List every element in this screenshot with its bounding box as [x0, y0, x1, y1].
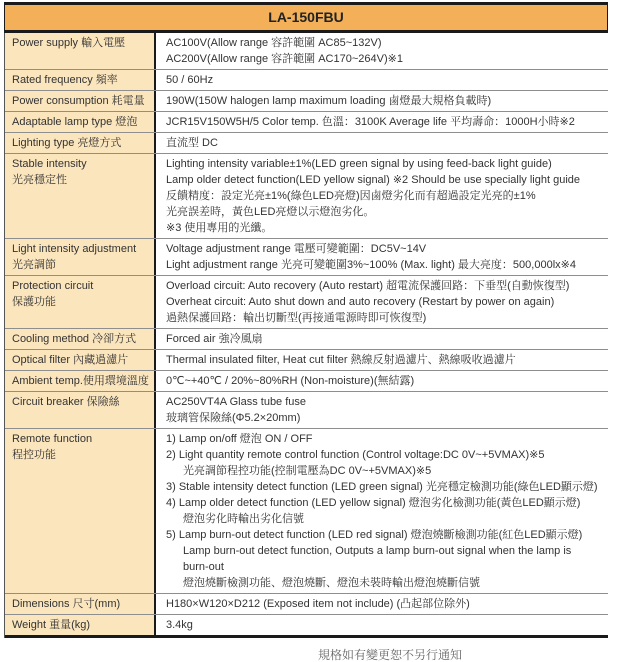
spec-value-line: Light adjustment range 光亮可變範圍3%~100% (Max. light) 最大亮度：500,000lx※4 — [166, 259, 576, 271]
spec-row-protection-circuit — [5, 276, 608, 329]
spec-value-line: 4) Lamp older detect function (LED yellow signal) 燈泡劣化檢測功能(黃色LED顯示燈) — [166, 497, 581, 509]
spec-label-line: Power supply 輸入電壓 — [12, 37, 126, 49]
spec-label-line: Power consumption 耗電量 — [12, 95, 145, 107]
spec-label-line: Rated frequency 頻率 — [12, 74, 118, 86]
spec-label — [5, 371, 156, 391]
spec-label-line: Stable intensity — [12, 158, 87, 170]
spec-value — [156, 371, 608, 391]
spec-value — [156, 112, 608, 132]
spec-value-line: Overload circuit: Auto recovery (Auto restart) 超電流保護回路：下垂型(自動恢復型) — [166, 280, 570, 292]
spec-value-line: Lamp older detect function(LED yellow signal) ※2 Should be use specially light guide — [166, 174, 581, 186]
spec-value-line: 光亮誤差時，黃色LED亮燈以示燈泡劣化。 — [166, 206, 375, 218]
spec-value-line: 2) Light quantity remote control function (Control voltage:DC 0V~+5VMAX)※5 — [166, 449, 545, 461]
spec-value-line: Thermal insulated filter, Heat cut filter 熱線反射過濾片、熱線吸收過濾片 — [166, 354, 516, 366]
spec-label-line: Weight 重量(kg) — [12, 619, 91, 631]
spec-value-line: 0℃~+40℃ / 20%~80%RH (Non-moisture)(無結露) — [166, 375, 415, 387]
spec-value-line: 燈泡燒斷檢測功能、燈泡燒斷、燈泡未裝時輸出燈泡燒斷信號 — [183, 577, 480, 589]
spec-label-line: Dimensions 尺寸(mm) — [12, 598, 121, 610]
spec-value-line: Lighting intensity variable±1%(LED green signal by using feed-back light guide) — [166, 158, 552, 170]
spec-table — [4, 2, 608, 638]
spec-value — [156, 594, 608, 614]
spec-row-ambient-temp — [5, 371, 608, 392]
spec-value-line: 190W(150W halogen lamp maximum loading 鹵燈最大規格負載時) — [166, 95, 492, 107]
spec-row-light-intensity-adjustment — [5, 239, 608, 276]
footer-note-text: 規格如有變更恕不另行通知 — [318, 648, 463, 662]
spec-table-body — [4, 33, 608, 638]
spec-value — [156, 350, 608, 370]
spec-label-line: Ambient temp.使用環境溫度 — [12, 375, 149, 387]
spec-label — [5, 350, 156, 370]
spec-value-line: 反饋精度：設定光亮±1%(綠色LED亮燈)因鹵燈劣化而有超過設定光亮的±1% — [166, 190, 536, 202]
spec-label — [5, 154, 156, 238]
spec-label-line: Light intensity adjustment — [12, 243, 137, 255]
spec-value-line: 過熱保護回路：輸出切斷型(再接通電源時即可恢復型) — [166, 312, 427, 324]
spec-row-weight — [5, 615, 608, 638]
spec-value-line: ※3 使用專用的光纖。 — [166, 222, 273, 234]
spec-value-line: 3.4kg — [166, 619, 193, 631]
spec-value-line: H180×W120×D212 (Exposed item not include) (凸起部位除外) — [166, 598, 470, 610]
spec-row-dimensions — [5, 594, 608, 615]
spec-value — [156, 133, 608, 153]
spec-value-line: 1) Lamp on/off 燈泡 ON / OFF — [166, 433, 313, 445]
spec-value-line: Overheat circuit: Auto shut down and auto recovery (Restart by power on again) — [166, 296, 555, 308]
spec-row-cooling-method — [5, 329, 608, 350]
spec-value-line: 燈泡劣化時輸出劣化信號 — [183, 513, 304, 525]
spec-table-header — [4, 2, 608, 33]
footer-note-clipped — [318, 648, 462, 662]
spec-value — [156, 429, 608, 593]
spec-label-line: 程控功能 — [12, 449, 56, 461]
spec-row-lighting-type — [5, 133, 608, 154]
spec-label — [5, 239, 156, 275]
spec-value — [156, 276, 608, 328]
spec-label — [5, 594, 156, 614]
spec-label-line: Optical filter 內藏過濾片 — [12, 354, 129, 366]
spec-value — [156, 91, 608, 111]
spec-label-line: 光亮調節 — [12, 259, 56, 271]
spec-label-line: Remote function — [12, 433, 93, 445]
spec-value-line: Lamp burn-out detect function, Outputs a lamp burn-out signal when the lamp is — [183, 545, 572, 557]
spec-value-line: JCR15V150W5H/5 Color temp. 色溫：3100K Average life 平均壽命：1000H小時※2 — [166, 116, 575, 128]
spec-row-stable-intensity — [5, 154, 608, 239]
spec-label — [5, 133, 156, 153]
spec-value-line: 光亮調節程控功能(控制電壓為DC 0V~+5VMAX)※5 — [183, 465, 432, 477]
spec-row-power-consumption — [5, 91, 608, 112]
spec-value — [156, 239, 608, 275]
spec-label-line: 光亮穩定性 — [12, 174, 67, 186]
spec-label-line: Circuit breaker 保險絲 — [12, 396, 120, 408]
spec-value-line: burn-out — [183, 561, 224, 573]
spec-value-line: 5) Lamp burn-out detect function (LED red signal) 燈泡燒斷檢測功能(紅色LED顯示燈) — [166, 529, 583, 541]
spec-value-line: AC100V(Allow range 容許範圍 AC85~132V) — [166, 37, 382, 49]
spec-row-optical-filter — [5, 350, 608, 371]
spec-row-power-supply — [5, 33, 608, 70]
spec-label — [5, 329, 156, 349]
spec-label — [5, 91, 156, 111]
spec-label-line: Lighting type 亮燈方式 — [12, 137, 122, 149]
spec-value — [156, 70, 608, 90]
spec-value-line: 50 / 60Hz — [166, 74, 214, 86]
spec-label-line: Protection circuit — [12, 280, 94, 292]
spec-value-line: 3) Stable intensity detect function (LED green signal) 光亮穩定檢測功能(綠色LED顯示燈) — [166, 481, 598, 493]
spec-label — [5, 615, 156, 635]
product-model-title: LA-150FBU — [268, 9, 344, 25]
spec-label — [5, 33, 156, 69]
spec-label — [5, 70, 156, 90]
spec-value — [156, 154, 608, 238]
spec-value — [156, 329, 608, 349]
spec-label-line: Cooling method 冷卻方式 — [12, 333, 137, 345]
spec-label — [5, 429, 156, 593]
spec-label — [5, 276, 156, 328]
spec-label-line: Adaptable lamp type 燈泡 — [12, 116, 138, 128]
spec-value-line: 直流型 DC — [166, 137, 218, 149]
spec-value-line: Forced air 強冷風扇 — [166, 333, 263, 345]
spec-value-line: 玻璃管保險絲(Φ5.2×20mm) — [166, 412, 301, 424]
spec-value — [156, 615, 608, 635]
spec-row-rated-frequency — [5, 70, 608, 91]
spec-row-adaptable-lamp-type — [5, 112, 608, 133]
spec-label — [5, 392, 156, 428]
spec-row-circuit-breaker — [5, 392, 608, 429]
spec-row-remote-function — [5, 429, 608, 594]
spec-label-line: 保護功能 — [12, 296, 56, 308]
spec-label — [5, 112, 156, 132]
spec-value — [156, 392, 608, 428]
spec-value — [156, 33, 608, 69]
spec-value-line: AC200V(Allow range 容許範圍 AC170~264V)※1 — [166, 53, 403, 65]
spec-value-line: Voltage adjustment range 電壓可變範圍：DC5V~14V — [166, 243, 427, 255]
spec-value-line: AC250VT4A Glass tube fuse — [166, 396, 307, 408]
